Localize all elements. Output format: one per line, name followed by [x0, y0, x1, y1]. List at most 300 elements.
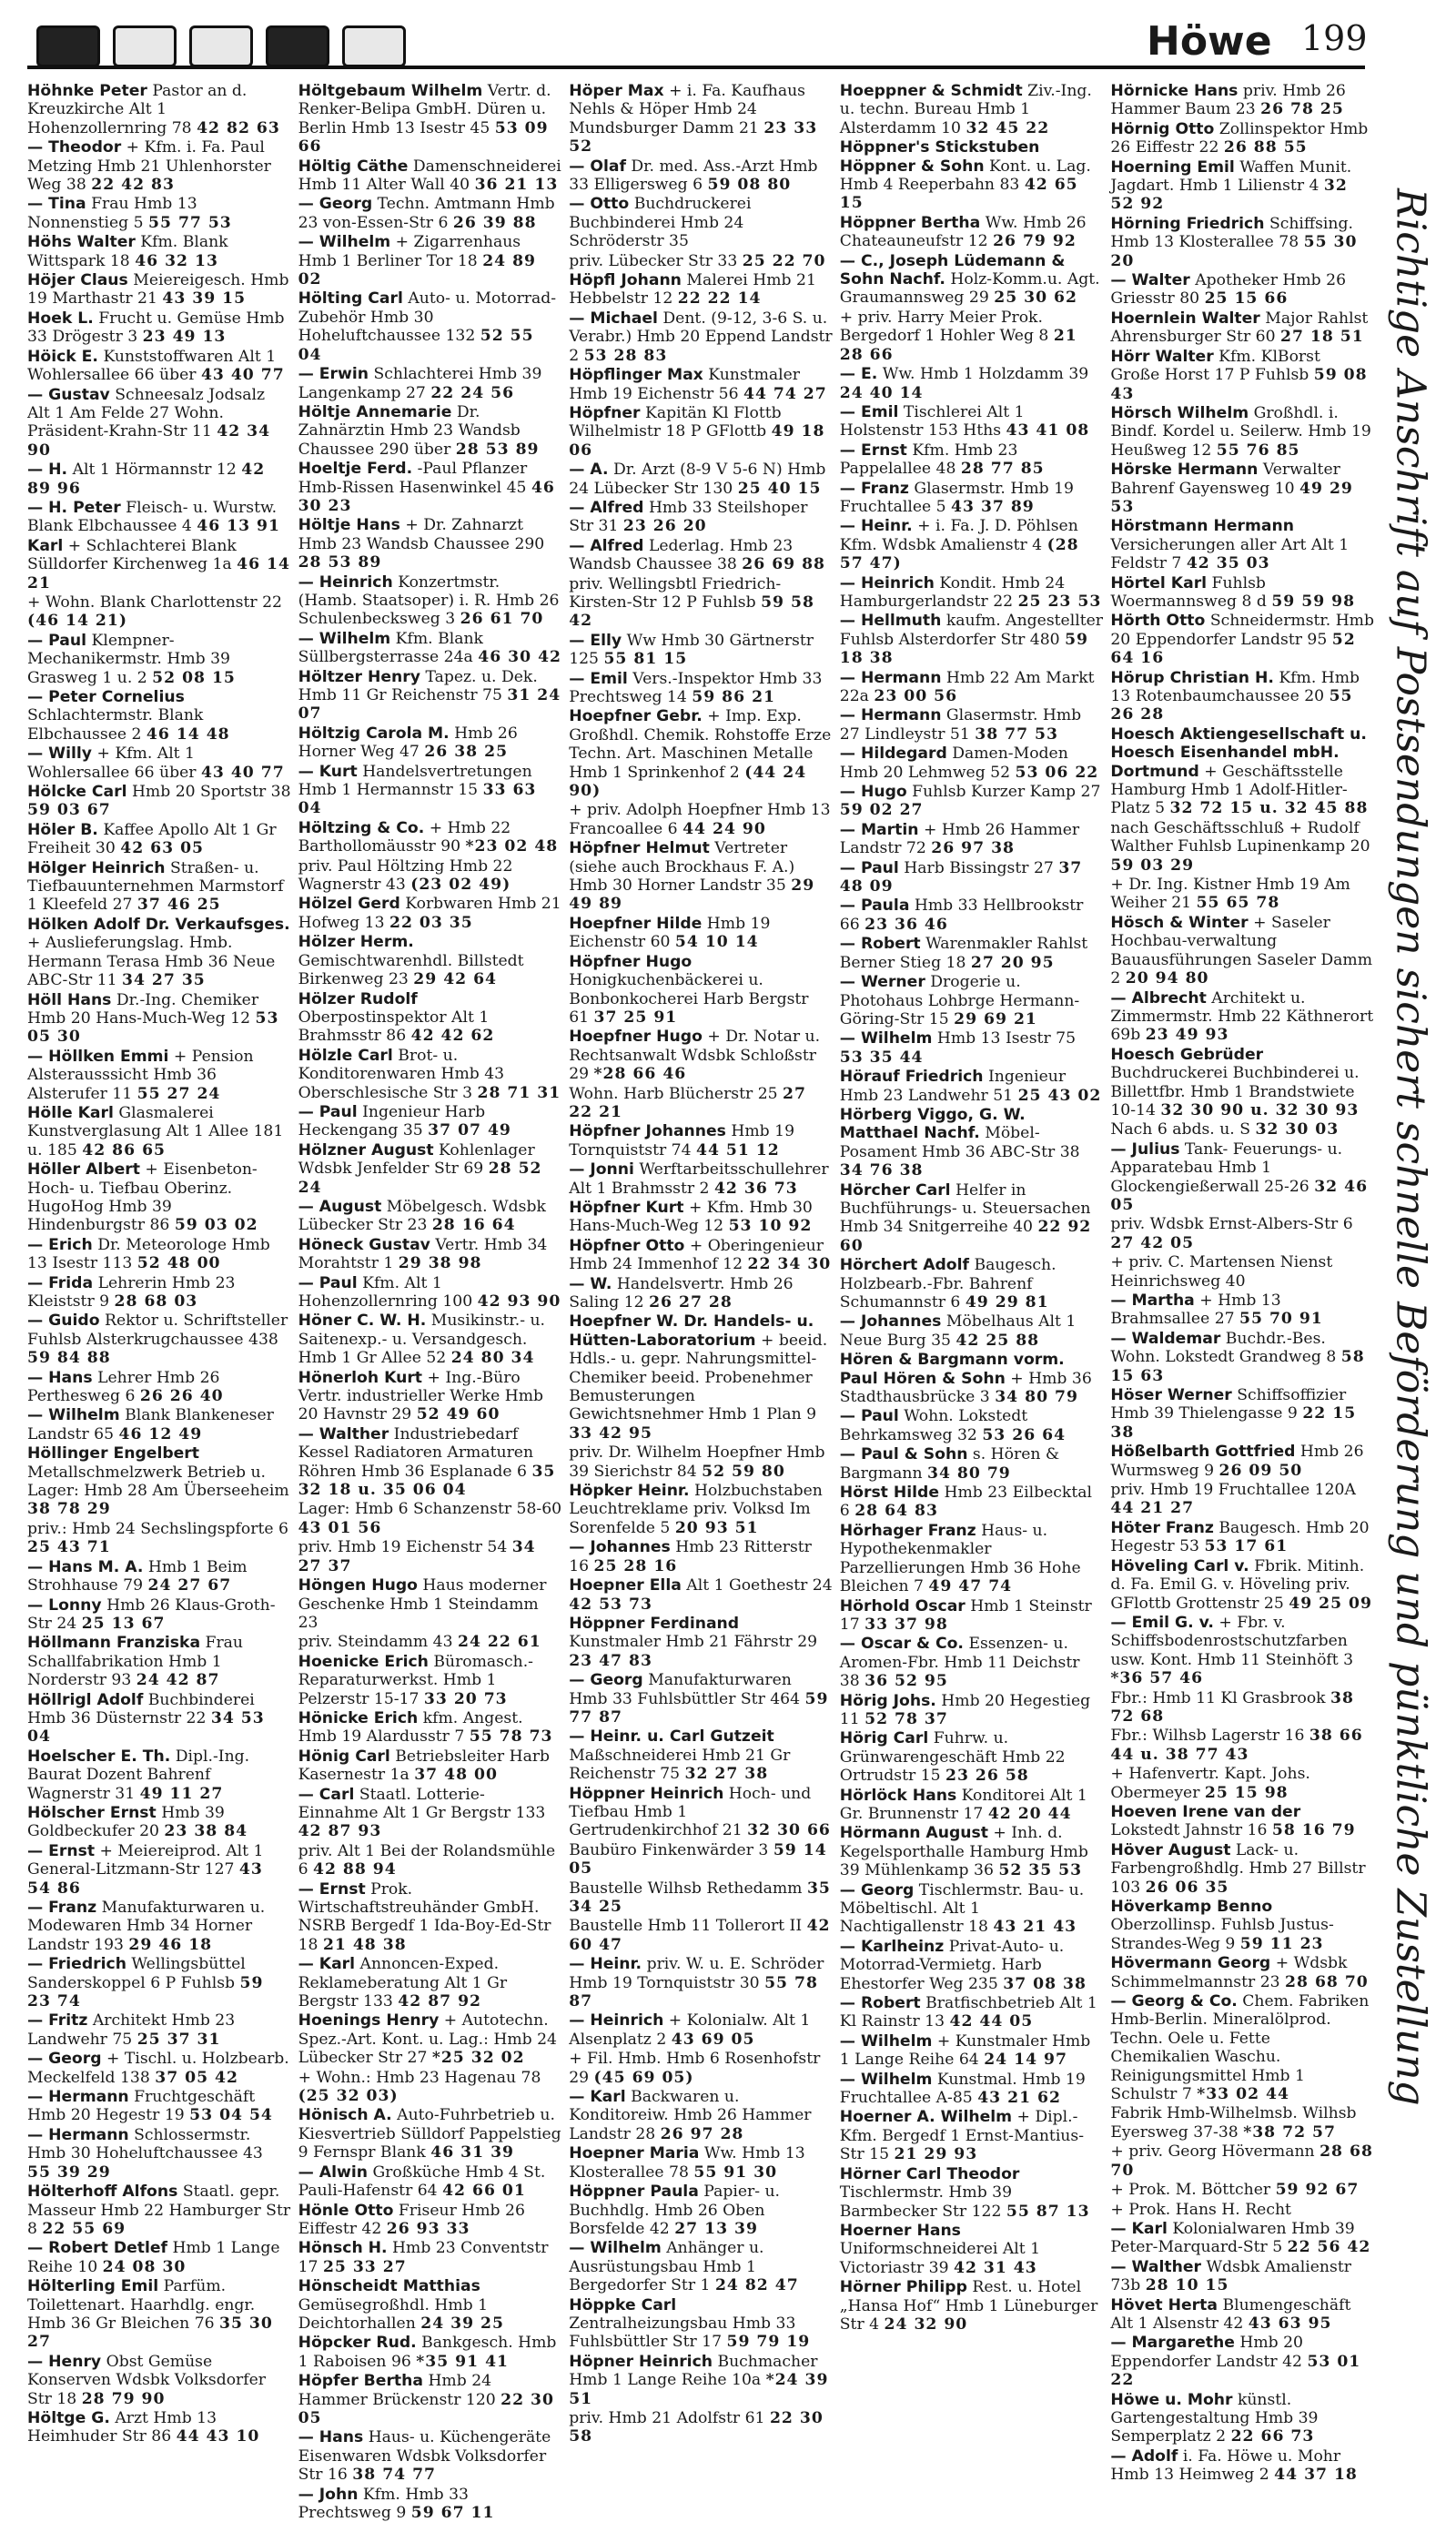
entry-name: — Hermann: [27, 2125, 129, 2144]
entry-name: Hövet Herta: [1110, 2295, 1218, 2314]
directory-entry: [27, 233, 291, 270]
entry-phone: 26 97 38: [931, 839, 1015, 858]
entry-details: + Hafenvertr. Kapt. Johs. Obermeyer: [1110, 1765, 1310, 1802]
directory-entry: [840, 1635, 1104, 1690]
directory-entry: [298, 1369, 562, 1424]
directory-entry: [298, 668, 562, 724]
entry-details: Werftarbeitsschullehrer Alt 1 Brahmsstr 2: [569, 1160, 829, 1198]
entry-details: Blumengeschäft Alt 1 Alsenstr 42: [1110, 2295, 1351, 2333]
entry-details: Konzertmstr. (Hamb. Staatsoper) i. R. Hmb 26 Schulenbecksweg 3: [298, 572, 560, 629]
entry-details: Dr. Arzt (8-9 V 5-6 N) Hmb 24 Lübecker Str 130: [569, 461, 826, 498]
column-5: [1110, 82, 1374, 2485]
directory-entry: [1110, 1330, 1374, 1385]
entry-phone: *33 02 44: [1197, 2085, 1289, 2104]
entry-details: Essenzen- u. Aromen-Fbr. Hmb 11 Deichstr 38: [839, 1635, 1080, 1691]
entry-details: Korbwaren Hmb 21 Hofweg 13: [298, 895, 561, 932]
entry-details: Kolonialwaren Hmb 39 Peter-Marquard-Str 5: [1110, 2219, 1355, 2257]
directory-entry: [569, 632, 833, 669]
directory-entry: [840, 1106, 1104, 1180]
directory-entry: [569, 1538, 833, 1575]
directory-entry: [569, 1085, 833, 1122]
entry-phone: 55 77 53: [148, 213, 232, 232]
entry-phone: 27 22 21: [569, 1084, 806, 1121]
directory-entry: [569, 537, 833, 574]
entry-phone: *38 72 57: [1243, 2122, 1336, 2142]
directory-entry: [298, 895, 562, 932]
entry-details: Gemischtwarenhdl. Billstedt Birkenweg 23: [298, 951, 524, 989]
entry-name: Hörth Otto: [1110, 612, 1206, 631]
column-3: [569, 82, 833, 2446]
directory-entry: [569, 1785, 833, 1840]
entry-details: + Dr. Ing. Kistner Hmb 19 Am Weiher 21: [1110, 876, 1350, 913]
entry-details: + Hmb 13 Brahmsallee 27: [1110, 1291, 1281, 1329]
entry-name: — Olaf: [569, 157, 626, 176]
entry-details: Schlachtermstr. Blank Elbchaussee 2: [27, 706, 204, 744]
entry-name: — Robert Detlef: [27, 2239, 168, 2258]
directory-entry: [840, 1692, 1104, 1729]
directory-entry: [840, 821, 1104, 858]
entry-phone: 26 69 88: [742, 555, 826, 574]
entry-details: Hmb 23 Eilbecktal 6: [839, 1484, 1092, 1521]
entry-details: priv. Hmb 19 Eichenstr 54: [298, 1538, 508, 1557]
entry-details: Hmb 20 Sportstr 38: [131, 783, 291, 802]
entry-name: Hönscheidt Matthias: [298, 2277, 480, 2296]
entry-name: Höltge G.: [27, 2408, 110, 2427]
entry-details: Dr.-Ing. Chemiker Hmb 20 Hans-Much-Weg 12: [27, 990, 259, 1028]
directory-entry: [27, 2239, 291, 2276]
entry-details: Uniformschneiderei Alt 1 Victoriastr 39: [839, 2240, 1041, 2277]
entry-name: — Erwin: [298, 365, 369, 384]
entry-name: Hölterling Emil: [27, 2277, 159, 2296]
entry-name: — Tina: [27, 195, 86, 214]
directory-entry: [27, 271, 291, 309]
entry-name: — Karlheinz: [839, 1937, 945, 1956]
entry-phone: 44 37 18: [1274, 2466, 1358, 2485]
entry-details: Drogerie u. Photohaus Lohbrge Hermann-Göring-Str 15: [839, 973, 1080, 1028]
entry-phone: 42 31 43: [953, 2258, 1037, 2277]
directory-entry: [27, 783, 291, 820]
entry-phone: 53 17 61: [1204, 1537, 1289, 1556]
entry-details: Kfm. KlBorst Große Horst 17 P Fuhlsb: [1110, 347, 1320, 385]
entry-details: Malerei Hmb 21 Hebbelstr 12: [569, 271, 816, 309]
directory-entry: [569, 1576, 833, 1614]
entry-phone: 53 10 92: [728, 1217, 813, 1236]
directory-entry: [27, 1312, 291, 1367]
entry-phone: 43 01 56: [298, 1518, 382, 1537]
entry-details: Wdsbk Amalienstr 73b: [1110, 2257, 1351, 2295]
column-1: [27, 82, 291, 2446]
entry-details: + Kfm. i. Fa. Paul Metzing Hmb 21 Uhlenhorster Weg 38: [27, 138, 271, 195]
entry-name: Höser Werner: [1110, 1386, 1232, 1405]
directory-entry: [298, 233, 562, 289]
directory-entry: [840, 896, 1104, 934]
entry-name: — Wilhelm: [569, 2239, 662, 2258]
entry-name: Hönisch A.: [298, 2106, 392, 2125]
directory-entry: [1110, 1557, 1374, 1613]
entry-phone: 32 30 03: [1255, 1120, 1340, 1139]
entry-phone: 43 41 08: [1006, 421, 1090, 441]
directory-entry: [569, 1443, 833, 1481]
entry-name: — Ernst: [298, 1879, 366, 1899]
directory-entry: [1110, 914, 1374, 988]
entry-phone: 37 48 09: [839, 858, 1083, 896]
entry-phone: 42 63 05: [120, 839, 204, 858]
directory-entry: [27, 461, 291, 498]
directory-entry: [298, 1274, 562, 1312]
car-icon: [266, 25, 329, 67]
entry-phone: 25 28 16: [593, 1556, 678, 1575]
entry-name: Höltzing & Co.: [298, 818, 425, 837]
entry-details: Manufakturwaren u. Modewaren Hmb 34 Horner Landstr 193: [27, 1899, 266, 1954]
entry-name: — Paula: [839, 896, 910, 916]
side-notice-text: Richtige Anschrift auf Postsendungen sichert schnelle Beförderung und pünktliche Zustellung: [1387, 187, 1434, 2106]
entry-phone: 33 37 98: [864, 1615, 948, 1634]
entry-phone: 22 55 69: [42, 2219, 126, 2238]
directory-entry: [298, 630, 562, 667]
directory-entry: [569, 1841, 833, 1879]
entry-phone: 59 79 19: [726, 2333, 811, 2352]
directory-entry: [1110, 1803, 1374, 1840]
entry-phone: 55 78 73: [469, 1727, 553, 1747]
entry-phone: 49 11 27: [139, 1784, 224, 1803]
directory-entry: [569, 157, 833, 195]
directory-entry: [840, 517, 1104, 572]
side-notice: [1383, 155, 1438, 2139]
entry-details: + Kfm. Alt 1 Wohlersallee 66 über: [27, 744, 197, 782]
entry-details: + Dr. Zahnarzt Hmb 23 Wandsb Chaussee 290: [298, 516, 545, 553]
directory-entry: [27, 916, 291, 990]
directory-entry: [569, 1727, 833, 1783]
entry-phone: 52 64 16: [1110, 630, 1356, 668]
entry-phone: 59 02 27: [839, 801, 924, 820]
entry-name: — Hugo: [839, 783, 907, 802]
entry-phone: 22 66 73: [1230, 2427, 1315, 2446]
entry-details: Haus- u. Küchengeräte Eisenwaren Wdsbk Volksdorfer Str 16: [298, 2428, 551, 2485]
directory-entry: [298, 1653, 562, 1708]
entry-details: Straßen- u. Tiefbauunternehmen Marmstorf 1 Kleefeld 27: [27, 858, 284, 915]
directory-entry: [27, 1520, 291, 1557]
entry-name: Hörtel Karl: [1110, 573, 1208, 593]
directory-entry: [840, 1484, 1104, 1521]
entry-details: Versicherungen aller Art Alt 1 Feldstr 7: [1110, 535, 1350, 573]
entry-phone: 42 34 90: [27, 422, 271, 460]
entry-details: Industriebedarf Kessel Radiatoren Armaturen Röhren Hmb 36 Esplanade 6: [298, 1424, 534, 1481]
entry-details: künstl. Gartengestaltung Hmb 39 Semperplatz 2: [1110, 2390, 1319, 2446]
entry-name: Höpfner Johannes: [569, 1122, 726, 1141]
entry-phone: 20 93 51: [674, 1518, 759, 1537]
directory-entry: [298, 1103, 562, 1140]
directory-entry: [569, 2144, 833, 2182]
entry-phone: 37 05 42: [155, 2068, 238, 2087]
directory-entry: [569, 2011, 833, 2049]
directory-entry: [298, 460, 562, 515]
entry-phone: 59 92 67: [1275, 2181, 1360, 2200]
entry-phone: 59 11 23: [1239, 1934, 1324, 1953]
directory-entry: [298, 1236, 562, 1273]
entry-name: — Franz: [27, 1899, 97, 1917]
entry-phone: 38 72 68: [1110, 1688, 1354, 1726]
directory-entry: [1110, 1481, 1374, 1518]
entry-details: Lehrerin Hmb 23 Kleiststr 9: [27, 1273, 236, 1311]
entry-phone: 24 82 47: [714, 2276, 799, 2295]
directory-entry: [840, 1312, 1104, 1350]
entry-name: — Heinrich: [839, 573, 935, 593]
entry-name: — Heinr.: [569, 1955, 642, 1974]
directory-entry: [1110, 2447, 1374, 2485]
entry-phone: 22 56 42: [1287, 2238, 1371, 2257]
entry-phone: 27 13 39: [674, 2219, 758, 2238]
entry-name: Höller Albert: [27, 1160, 140, 1180]
directory-entry: [298, 2486, 562, 2522]
entry-name: Hoernlein Walter: [1110, 309, 1260, 328]
entry-phone: 42 65 15: [839, 176, 1078, 213]
entry-details: + Fbr. v. Schiffsbodenrostschutzfarben usw. Kont. Hmb 11 Steinhöft 3: [1110, 1613, 1354, 1669]
directory-entry: [840, 214, 1104, 251]
entry-phone: 59 18 38: [839, 630, 1088, 668]
entry-details: Hmb 1 Beim Strohhause 79: [27, 1557, 248, 1595]
entry-phone: 28 53 89: [298, 553, 382, 572]
directory-entry: [1110, 1689, 1374, 1727]
entry-name: Hörcher Carl: [839, 1180, 951, 1200]
entry-name: Höltje Annemarie: [298, 402, 452, 421]
directory-columns: [27, 82, 1374, 2522]
directory-entry: [569, 1160, 833, 1198]
entry-details: Dent. (9-12, 3-6 S. u. Verabr.) Hmb 20 Eppend Landstr 2: [569, 309, 833, 365]
entry-phone: 28 64 83: [854, 1502, 938, 1521]
entry-name: — Alwin: [298, 2162, 368, 2182]
directory-entry: [27, 195, 291, 232]
entry-name: Höpcker Rud.: [298, 2334, 417, 2353]
entry-details: Hmb 26 Klaus-Groth-Str 24: [27, 1595, 276, 1633]
entry-details: priv. Lübecker Str 33: [569, 251, 738, 270]
entry-phone: 25 43 71: [27, 1538, 111, 1557]
entry-phone: 46 14 48: [146, 724, 230, 744]
entry-details: Ww. Hmb 26 Chateauneufstr 12: [839, 213, 1087, 251]
entry-details: Tischlermstr. Bau- u. Möbeltischl. Alt 1 Nachtigallenstr 18: [839, 1880, 1085, 1937]
entry-details: Waffen Munit. Jagdart. Hmb 1 Lilienstr 4: [1110, 157, 1352, 196]
entry-details: Blank Blankeneser Landstr 65: [27, 1406, 274, 1443]
entry-phone: 55 70 91: [1239, 1310, 1323, 1329]
directory-entry: [569, 271, 833, 309]
entry-name: Hörnicke Hans: [1110, 82, 1239, 100]
entry-phone: (45 69 05): [593, 2068, 694, 2087]
entry-phone: 37 46 25: [136, 896, 221, 915]
entry-phone: 46 31 39: [430, 2143, 514, 2162]
entry-phone: 42 44 05: [949, 2012, 1034, 2031]
entry-name: — Peter Cornelius: [27, 688, 185, 706]
entry-phone: 27 42 05: [1110, 1233, 1195, 1252]
entry-details: Anhänger u. Ausrüstungsbau Hmb 1 Bergedorfer Str 1: [569, 2239, 764, 2295]
entry-name: Hören & Bargmann vorm. Paul Hören & Sohn: [839, 1351, 1065, 1388]
entry-name: Hoeltje Ferd.: [298, 460, 413, 479]
entry-details: Alt 1 Hörmannstr 12: [72, 461, 237, 480]
entry-details: Fabrik Hmb-Wilhelmsb. Wilhsb Eyersweg 37-38: [1110, 2104, 1357, 2142]
directory-entry: [840, 1407, 1104, 1444]
entry-details: Meiereigesch. Hmb 19 Marthastr 21: [27, 271, 289, 309]
entry-phone: 43 69 05: [671, 2030, 755, 2049]
entry-details: s. Hören & Bargmann: [839, 1445, 1060, 1483]
entry-phone: 31 24 07: [298, 686, 561, 724]
entry-name: Hönle Otto: [298, 2201, 394, 2220]
entry-phone: 24 14 97: [984, 2051, 1067, 2070]
entry-name: — Michael: [569, 309, 658, 328]
entry-name: Hoerning Emil: [1110, 157, 1235, 177]
directory-entry: [27, 1236, 291, 1273]
entry-name: Höpfner Otto: [569, 1236, 685, 1255]
entry-details: Schneidermstr. Hmb 20 Eppendorfer Landstr 95: [1110, 612, 1374, 649]
entry-phone: 32 72 15 u. 32 45 88: [1169, 799, 1369, 818]
entry-phone: 24 40 14: [839, 383, 924, 402]
entry-name: — Johannes: [839, 1312, 942, 1332]
entry-phone: 32 30 66: [747, 1821, 831, 1840]
entry-name: Hörst Hilde: [839, 1484, 940, 1503]
entry-details: Dr. Zahnärztin Hmb 23 Wandsb Chaussee 290 über: [298, 402, 521, 459]
entry-details: + Pension Alsterausssicht Hmb 36 Alsterufer 11: [27, 1047, 254, 1103]
directory-entry: [298, 819, 562, 856]
entry-name: Hößelbarth Gottfried: [1110, 1443, 1296, 1462]
directory-entry: [298, 1500, 562, 1537]
entry-name: — Elly: [569, 631, 622, 650]
entry-phone: 49 25 09: [1289, 1594, 1372, 1613]
directory-entry: [298, 1312, 562, 1367]
entry-details: Kunstmaler Hmb 19 Eichenstr 56: [569, 366, 800, 403]
entry-details: Backwaren u. Konditoreiw. Hmb 26 Hammer Landstr 28: [569, 2088, 812, 2143]
directory-entry: [840, 783, 1104, 820]
entry-phone: *36 57 46: [1110, 1669, 1204, 1688]
entry-name: Hörauf Friedrich: [839, 1068, 984, 1087]
directory-entry: [569, 2050, 833, 2087]
entry-details: + Prok. Hans H. Recht: [1110, 2200, 1291, 2219]
entry-name: Hörmann August: [839, 1824, 988, 1843]
entry-details: Hmb 20 Hegestieg 11: [839, 1691, 1091, 1728]
entry-name: — Lonny: [27, 1595, 102, 1615]
entry-name: Hoepfner Gebr.: [569, 707, 703, 726]
entry-phone: 25 15 98: [1204, 1783, 1289, 1802]
entry-name: Höltig Cäthe: [298, 157, 409, 176]
entry-phone: 55 27 24: [136, 1084, 221, 1103]
entry-name: — Jonni: [569, 1160, 634, 1180]
entry-name: — Robert: [839, 935, 921, 954]
entry-name: Hoepfner Hugo: [569, 1028, 703, 1047]
entry-details: Kfm. Hmb 33 Prechtsweg 9: [298, 2485, 469, 2522]
entry-name: Karl: [27, 536, 64, 555]
entry-details: + Dipl.-Kfm. Bergedf 1 Ernst-Mantius-Str 15: [839, 2108, 1085, 2164]
entry-details: Lack- u. Farbengroßhdlg. Hmb 27 Billstr 103: [1110, 1840, 1366, 1897]
directory-entry: [569, 2088, 833, 2143]
entry-details: Parfüm. Toilettenart. Haarhdlg. engr. Hmb 36 Gr Bleichen 76: [27, 2277, 256, 2333]
directory-entry: [1110, 2258, 1374, 2295]
entry-details: Baugesch. Hmb 20 Hegestr 53: [1110, 1518, 1370, 1556]
directory-entry: [298, 1955, 562, 2011]
directory-entry: [298, 82, 562, 157]
entry-details: Schlachterei Hmb 39 Langenkamp 27: [298, 365, 542, 402]
entry-details: Arzt Hmb 13 Heimhuder Str 86: [27, 2408, 217, 2446]
entry-details: + Ing.-Büro Vertr. industrieller Werke Hmb 20 Havnstr 29: [298, 1368, 544, 1424]
entry-phone: 23 36 46: [864, 915, 948, 934]
entry-phone: 52 55 04: [298, 327, 534, 364]
entry-phone: 22 30 05: [298, 2390, 554, 2427]
entry-details: priv. Hmb 21 Adolfstr 61: [569, 2408, 765, 2427]
entry-phone: 59 77 87: [569, 1689, 829, 1727]
entry-phone: (46 14 21): [27, 612, 127, 631]
entry-details: Hmb 33 Hellbrookstr 66: [839, 896, 1084, 934]
directory-entry: [27, 1558, 291, 1595]
mail-icon: [113, 25, 177, 67]
entry-details: Hmb 1 Lange Reihe 10: [27, 2239, 280, 2276]
entry-details: Hmb 19 Tornquiststr 74: [569, 1122, 795, 1160]
entry-phone: 29 69 21: [954, 1009, 1037, 1028]
entry-phone: 55 30 20: [1110, 233, 1358, 270]
entry-name: Hörsch Wilhelm: [1110, 403, 1249, 422]
entry-name: — Walther: [298, 1424, 389, 1443]
entry-name: — John: [298, 2485, 359, 2504]
entry-phone: 55 91 30: [693, 2162, 778, 2182]
directory-entry: [1110, 1140, 1374, 1215]
entry-details: priv. Paul Höltzing Hmb 22 Wagnerstr 43: [298, 856, 513, 895]
entry-phone: 26 26 40: [139, 1387, 224, 1406]
entry-details: Bratfischbetrieb Alt 1 Kl Rainstr 13: [839, 1994, 1097, 2031]
entry-details: Pastor an d. Kreuzkirche Alt 1 Hohenzollernring 78: [27, 82, 248, 137]
entry-phone: 38 74 77: [352, 2466, 437, 2485]
entry-phone: 53 05 30: [27, 1008, 279, 1047]
entry-name: Höpfl Johann: [569, 271, 682, 290]
entry-name: — Heinrich: [569, 2011, 664, 2031]
entry-name: Höppner Paula: [569, 2183, 699, 2202]
directory-entry: [27, 2409, 291, 2446]
directory-entry: [27, 593, 291, 631]
entry-phone: 23 00 56: [874, 687, 958, 705]
entry-details: Lokstedt Jahnstr 16: [1110, 1821, 1268, 1840]
entry-name: — Heinr. u. Carl Gutzeit: [569, 1727, 774, 1747]
directory-entry: [298, 2428, 562, 2484]
directory-entry: [569, 575, 833, 631]
entry-details: Tischlerei Alt 1 Holstenstr 153 Hths: [839, 402, 1025, 441]
directory-entry: [569, 1671, 833, 1727]
directory-entry: [1110, 1386, 1374, 1442]
entry-details: Baustelle Wilhsb Rethedamm: [569, 1879, 803, 1898]
entry-details: Buchdruckerei Buchbinderei u. Billettfbr. Hmb 1 Brandstwiete 10-14: [1110, 1064, 1360, 1119]
directory-entry: [298, 1709, 562, 1747]
entry-phone: 53 01 22: [1110, 2352, 1361, 2390]
directory-entry: [569, 1275, 833, 1312]
entry-phone: 59 03 02: [174, 1216, 258, 1235]
entry-phone: 42 87 93: [298, 1822, 382, 1841]
directory-entry: [569, 1615, 833, 1670]
entry-phone: 43 21 62: [977, 2089, 1061, 2108]
directory-entry: [569, 2239, 833, 2294]
entry-phone: 28 53 89: [455, 440, 540, 459]
entry-name: Hörnig Otto: [1110, 119, 1215, 138]
directory-entry: [1110, 1954, 1374, 1991]
entry-name: — Hildegard: [839, 744, 947, 764]
entry-details: Staatl. gepr. Masseur Hmb 22 Hamburger Str 8: [27, 2183, 291, 2238]
entry-phone: 37 08 38: [1003, 1974, 1087, 1993]
directory-entry: [840, 138, 1104, 213]
entry-phone: 59 08 80: [707, 176, 792, 195]
entry-name: Höhnke Peter: [27, 82, 147, 100]
directory-entry: [1110, 1898, 1374, 1953]
entry-phone: 24 39 25: [420, 2314, 504, 2333]
entry-phone: 21 48 38: [322, 1935, 407, 1954]
entry-details: Dr. Meteorologe Hmb 13 Isestr 113: [27, 1235, 270, 1273]
entry-phone: (25 32 03): [298, 2087, 399, 2106]
entry-name: Hörhold Oscar: [839, 1596, 966, 1615]
directory-entry: [1110, 2296, 1374, 2334]
entry-details: + Saseler Hochbau-verwaltung Bauausführungen Saseler Damm 2: [1110, 913, 1373, 988]
entry-details: Großküche Hmb 4 St. Pauli-Hafenstr 64: [298, 2162, 546, 2201]
entry-phone: 33 20 73: [423, 1689, 508, 1708]
entry-phone: 52 08 15: [152, 668, 236, 687]
